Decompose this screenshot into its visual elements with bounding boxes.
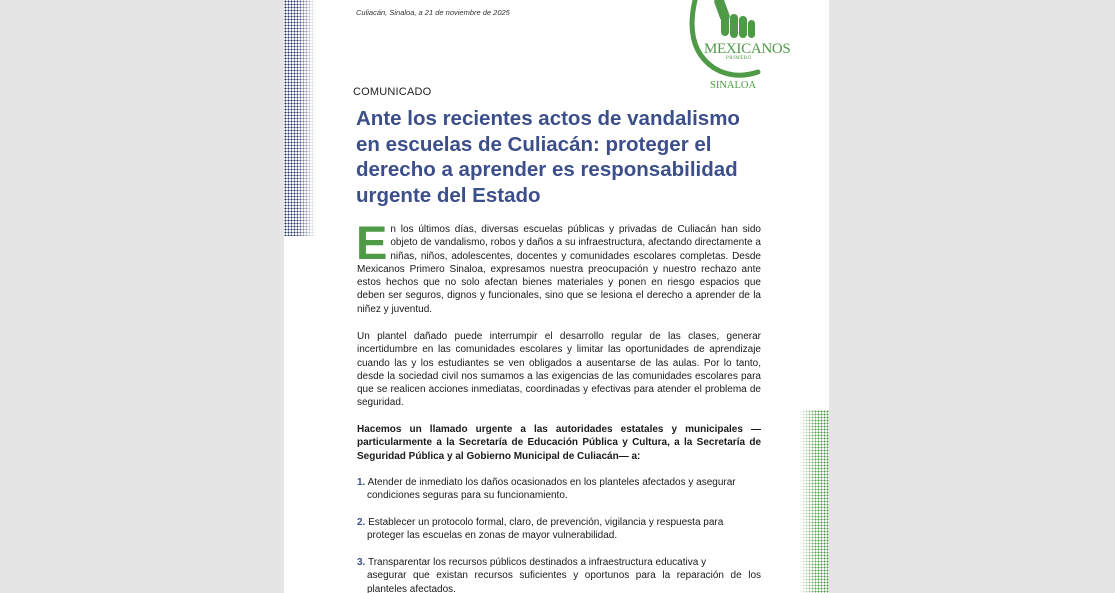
document-page (284, 0, 829, 593)
list-item (357, 476, 761, 503)
logo-wordmark: MEXICANOS (704, 41, 791, 57)
kicker-label: COMUNICADO (353, 86, 432, 98)
place-date: Culiacán, Sinaloa, a 21 de noviembre de 2025 (356, 8, 510, 17)
logo-region: SINALOA (710, 80, 757, 91)
list-item-text: Establecer un protocolo formal, claro, de prevención, vigilancia y respuesta para (368, 517, 724, 528)
decorative-dot-pattern-right (799, 410, 829, 593)
logo-wordmark-sub: PRIMERO (726, 56, 752, 61)
list-item-text: Atender de inmediato los daños ocasionados en los planteles afectados y asegurar (367, 477, 736, 488)
list-item-text: Transparentar los recursos públicos destinados a infraestructura educativa y (367, 557, 707, 568)
list-item-number: 2. (357, 517, 366, 528)
list-item-text-continued: proteger las escuelas en zonas de mayor vulnerabilidad. (367, 530, 618, 542)
paragraph-3-call-to-action: Hacemos un llamado urgente a las autoridades estatales y municipales —particularmente a la Secretaría de Educación Pública y Cultura, a la Secretaría de Seguridad Pública y al Gobierno Municipal de Culiacán— a: (357, 424, 761, 462)
headline: Ante los recientes actos de vandalismo en escuelas de Culiacán: proteger el derecho a aprender es responsabilidad urgente del Estado (356, 107, 740, 207)
list-item-text-continued: asegurar que existan recursos suficientes y oportunos para la reparación de los planteles afectados. (367, 570, 761, 593)
list-item-number: 3. (357, 557, 366, 568)
paragraph-2: Un plantel dañado puede interrumpir el desarrollo regular de las clases, generar incertidumbre en las comunidades escolares y limitar las oportunidades de aprendizaje cuando las y los estudiantes se ven obligados a ausentarse de las aulas. Por lo tanto, desde la sociedad civil nos sumamos a las exigencias de las comunidades escolares para que se realicen acciones inmediatas, coordinadas y efectivas para atender el problema de seguridad. (357, 331, 761, 409)
list-item-number: 1. (357, 477, 366, 488)
list-item-text-continued: condiciones seguras para su funcionamiento. (367, 490, 568, 502)
list-item (357, 516, 761, 543)
drop-cap: E (356, 216, 388, 269)
list-item (357, 556, 761, 593)
decorative-dot-pattern-left (284, 0, 316, 236)
paragraph-1 (356, 216, 761, 316)
paragraph-1-text: n los últimos días, diversas escuelas públicas y privadas de Culiacán han sido objeto de vandalismo, robos y daños a su infraestructura, afectando directamente a niñas, niños, adolescentes, docentes y comunidades escolares completas. Desde Mexicanos Primero Sinaloa, expresamos nuestra preocupación y nuestro rechazo ante estos hechos que no solo afectan bienes materiales y ponen en riesgo espacios que deben ser seguros, dignos y funcionales, sino que se lesiona el derecho a aprender de la niñez y juventud. (357, 224, 761, 315)
